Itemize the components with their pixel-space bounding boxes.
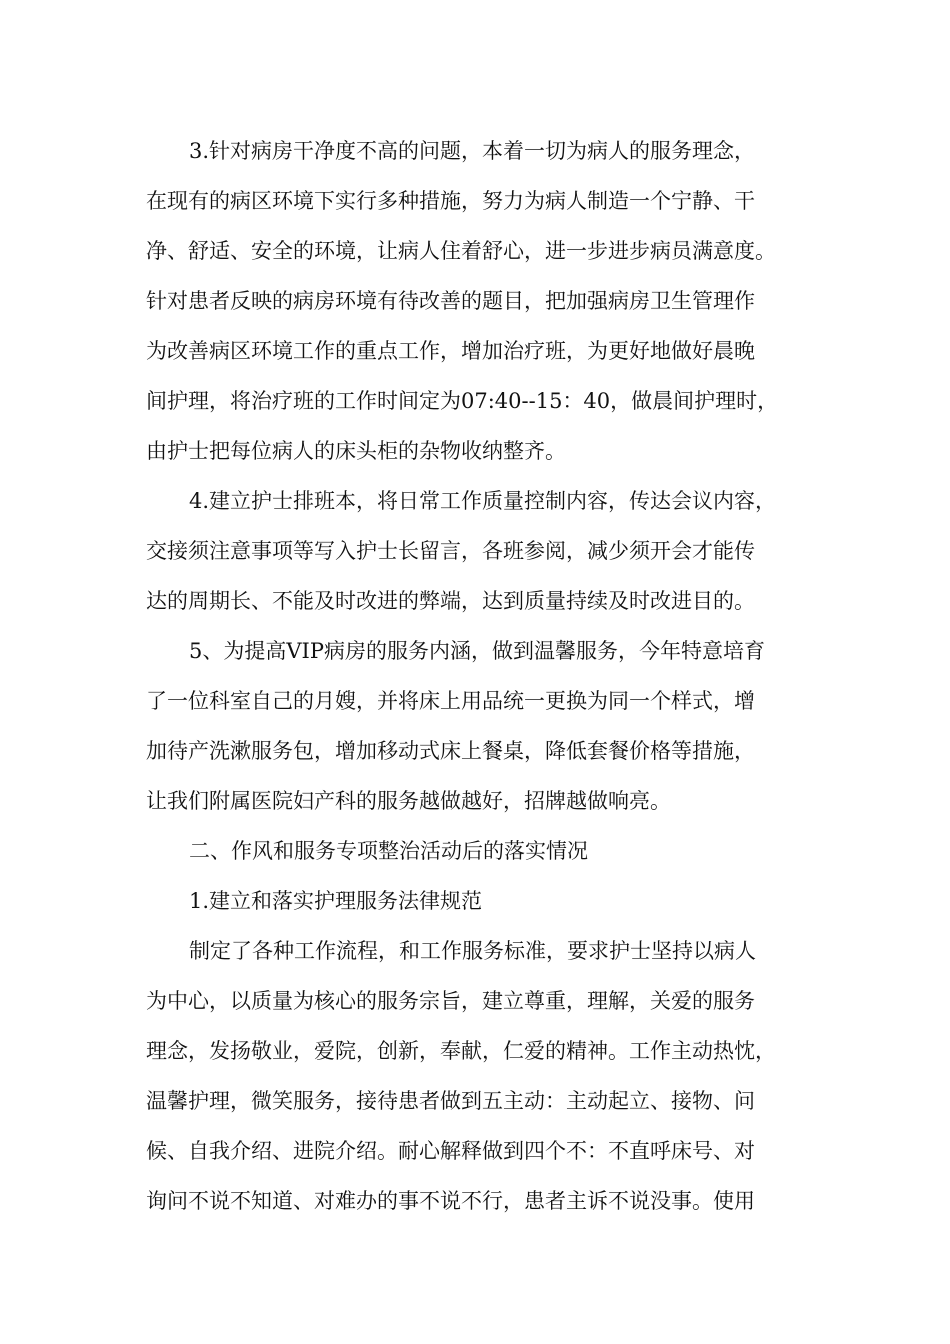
text-line: 让我们附属医院妇产科的服务越做越好，招牌越做响亮。 bbox=[146, 789, 671, 813]
text-line: 为中心，以质量为核心的服务宗旨，建立尊重，理解，关爱的服务 bbox=[146, 989, 755, 1013]
text-line: 理念，发扬敬业，爱院，创新，奉献，仁爱的精神。工作主动热忱， bbox=[146, 1039, 776, 1063]
text-line: 候、自我介绍、进院介绍。耐心解释做到四个不：不直呼床号、对 bbox=[146, 1139, 755, 1163]
text-line: 询问不说不知道、对难办的事不说不行，患者主诉不说没事。使用 bbox=[146, 1189, 755, 1213]
text-line: 间护理，将治疗班的工作时间定为07:40--15：40，做晨间护理时， bbox=[146, 389, 779, 413]
subsection-heading: 1.建立和落实护理服务法律规范 bbox=[189, 889, 483, 913]
text-line: 3.针对病房干净度不高的问题，本着一切为病人的服务理念， bbox=[189, 139, 756, 163]
text-line: 加待产洗漱服务包，增加移动式床上餐桌，降低套餐价格等措施， bbox=[146, 739, 755, 763]
text-line: 交接须注意事项等写入护士长留言，各班参阅，减少须开会才能传 bbox=[146, 539, 755, 563]
text-line: 由护士把每位病人的床头柜的杂物收纳整齐。 bbox=[146, 439, 566, 463]
text-line: 5、为提高VIP病房的服务内涵，做到温馨服务，今年特意培育 bbox=[189, 639, 765, 663]
text-line: 净、舒适、安全的环境，让病人住着舒心，进一步进步病员满意度。 bbox=[146, 239, 776, 263]
text-line: 在现有的病区环境下实行多种措施，努力为病人制造一个宁静、干 bbox=[146, 189, 755, 213]
text-line: 达的周期长、不能及时改进的弊端，达到质量持续及时改进目的。 bbox=[146, 589, 755, 613]
text-line: 了一位科室自己的月嫂，并将床上用品统一更换为同一个样式，增 bbox=[146, 689, 755, 713]
text-line: 4.建立护士排班本，将日常工作质量控制内容，传达会议内容， bbox=[189, 489, 777, 513]
text-line: 针对患者反映的病房环境有待改善的题目，把加强病房卫生管理作 bbox=[146, 289, 755, 313]
text-line: 为改善病区环境工作的重点工作，增加治疗班，为更好地做好晨晚 bbox=[146, 339, 755, 363]
text-line: 温馨护理，微笑服务，接待患者做到五主动：主动起立、接物、问 bbox=[146, 1089, 755, 1113]
text-line: 制定了各种工作流程，和工作服务标准，要求护士坚持以病人 bbox=[189, 939, 756, 963]
section-heading: 二、作风和服务专项整治活动后的落实情况 bbox=[189, 839, 588, 863]
